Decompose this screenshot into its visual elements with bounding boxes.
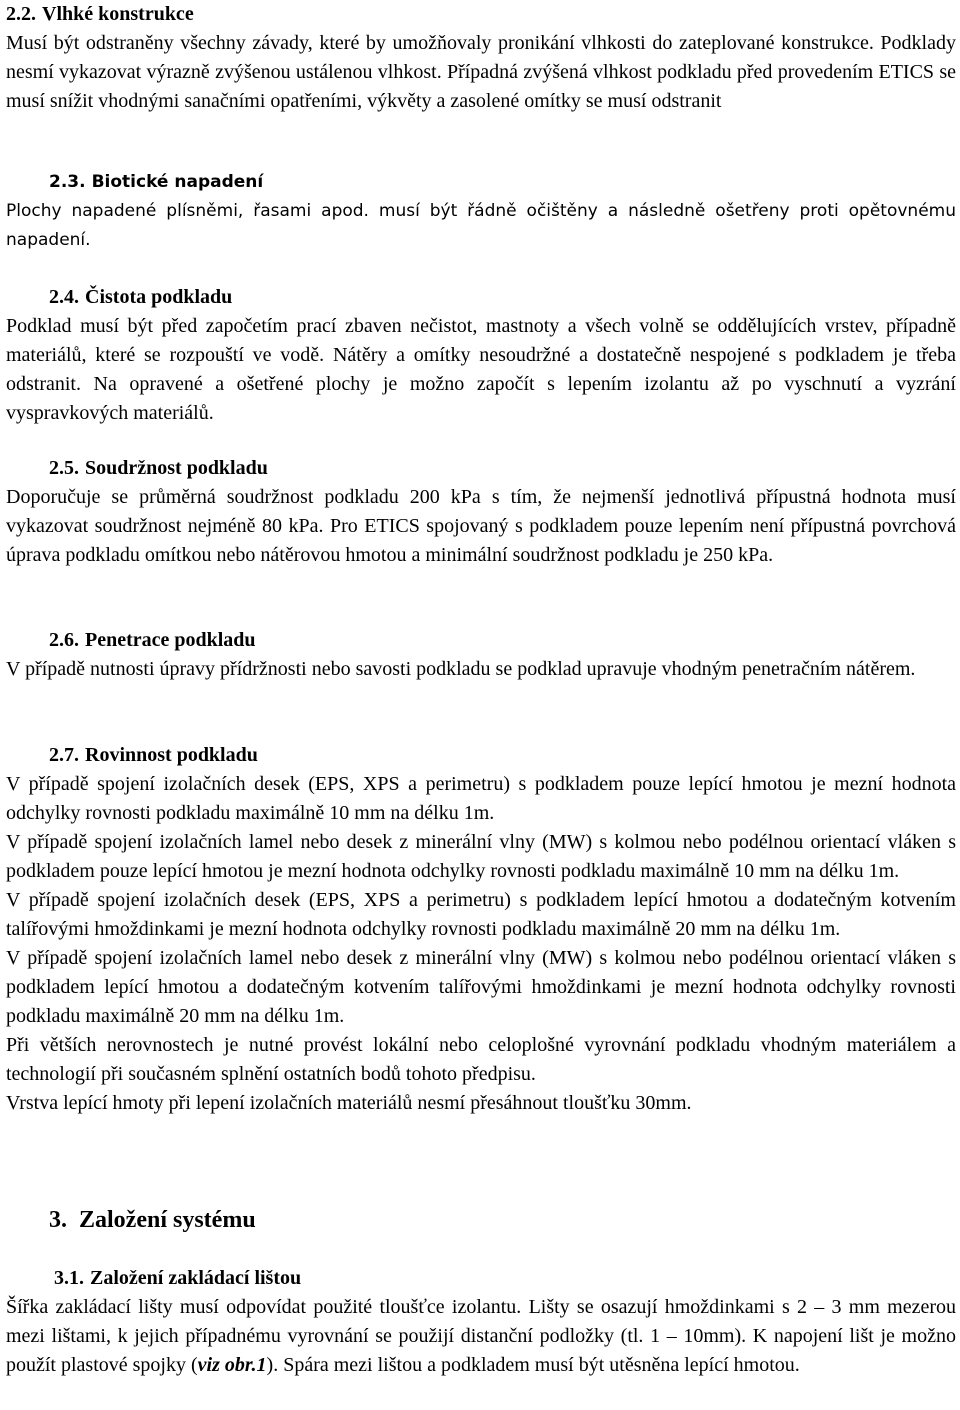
section-heading <box>6 0 956 29</box>
body-text: ). Spára mezi lištou a podkladem musí být utěsněna lepící hmotou. <box>266 1354 800 1376</box>
chapter-3 <box>6 1203 956 1237</box>
section-heading <box>6 626 956 655</box>
section-title: Čistota podkladu <box>85 286 233 308</box>
section-heading <box>6 168 956 197</box>
paragraph: V případě spojení izolačních desek (EPS, XPS a perimetru) s podkladem lepící hmotou a dodatečným kotvením talířovými hmoždinkami je mezní hodnota odchylky rovnosti podkladu maximálně 20 mm na délku 1m. <box>6 889 956 940</box>
paragraph: Při větších nerovnostech je nutné provést lokální nebo celoplošné vyrovnání podkladu vhodným materiálem a technologií při současném splnění ostatních bodů tohoto předpisu. <box>6 1034 956 1085</box>
section-title: Rovinnost podkladu <box>85 744 258 766</box>
chapter-title: Založení systému <box>79 1207 256 1233</box>
chapter-number: 3. <box>49 1207 67 1233</box>
section-title: Soudržnost podkladu <box>85 457 268 479</box>
section-body: Doporučuje se průměrná soudržnost podkladu 200 kPa s tím, že nejmenší jednotlivá přípustná hodnota musí vykazovat soudržnost nejméně 80 kPa. Pro ETICS spojovaný s podkladem pouze lepením není přípustná povrchová úprava podkladu omítkou nebo nátěrovou hmotou a minimální soudržnost podkladu je 250 kPa. <box>6 486 956 566</box>
section-number: 2.4. <box>49 286 79 308</box>
section-2-2 <box>6 0 956 116</box>
chapter-heading <box>6 1203 956 1237</box>
section-2-7 <box>6 741 956 1118</box>
section-2-5 <box>6 454 956 570</box>
section-3-1 <box>6 1264 956 1380</box>
section-2-3 <box>6 168 956 255</box>
section-number: 2.6. <box>49 629 79 651</box>
paragraph: V případě spojení izolačních lamel nebo desek z minerální vlny (MW) s kolmou nebo podélnou orientací vláken s podkladem pouze lepící hmotou je mezní hodnota odchylky rovnosti podkladu maximálně 10 mm na délku 1m. <box>6 831 956 882</box>
paragraph: V případě spojení izolačních desek (EPS, XPS a perimetru) s podkladem pouze lepící hmotou je mezní hodnota odchylky rovnosti podkladu maximálně 10 mm na délku 1m. <box>6 773 956 824</box>
section-title: Penetrace podkladu <box>85 629 256 651</box>
section-body: V případě nutnosti úpravy přídržnosti nebo savosti podkladu se podklad upravuje vhodným penetračním nátěrem. <box>6 658 916 680</box>
section-number: 2.2. <box>6 3 36 25</box>
section-body: Musí být odstraněny všechny závady, které by umožňovaly pronikání vlhkosti do zateplované konstrukce. Podklady nesmí vykazovat výrazně zvýšenou ustálenou vlhkost. Případná zvýšená vlhkost podkladu před provedením ETICS se musí snížit vhodnými sanačními opatřeními, výkvěty a zasolené omítky se musí odstranit <box>6 32 956 112</box>
section-heading <box>6 741 956 770</box>
body-text: Šířka zakládací lišty musí odpovídat použité tloušťce izolantu. Lišty se osazují hmoždinkami s 2 – 3 mm mezerou mezi lištami, k jejich případnému vyrovnání se použijí distanční podložky (tl. 1 – 10mm). K napojení lišt je možno použít plastové spojky ( <box>6 1296 956 1376</box>
section-2-4 <box>6 283 956 428</box>
paragraph: Vrstva lepící hmoty při lepení izolačních materiálů nesmí přesáhnout tloušťku 30mm. <box>6 1092 692 1114</box>
section-body: Plochy napadené plísněmi, řasami apod. musí být řádně očištěny a následně ošetřeny proti opětovnému napadení. <box>6 201 956 250</box>
section-heading <box>6 1264 956 1293</box>
section-title: Biotické napadení <box>91 172 264 192</box>
paragraph: V případě spojení izolačních lamel nebo desek z minerální vlny (MW) s kolmou nebo podélnou orientací vláken s podkladem lepící hmotou a dodatečným kotvením talířovými hmoždinkami je mezní hodnota odchylky rovnosti podkladu maximálně 20 mm na délku 1m. <box>6 947 956 1027</box>
section-number: 2.7. <box>49 744 79 766</box>
section-heading <box>6 283 956 312</box>
section-number: 3.1. <box>54 1267 84 1289</box>
section-heading <box>6 454 956 483</box>
section-number: 2.3. <box>49 172 86 192</box>
section-2-6 <box>6 626 956 684</box>
figure-reference: viz obr.1 <box>197 1354 267 1376</box>
section-title: Založení zakládací lištou <box>90 1267 302 1289</box>
section-title: Vlhké konstrukce <box>42 3 194 25</box>
section-body: Podklad musí být před započetím prací zbaven nečistot, mastnoty a všech volně se oddělujících vrstev, případně materiálů, které se rozpouští ve vodě. Nátěry a omítky nesoudržné a dostatečně nespojené s podkladem je třeba odstranit. Na opravené a ošetřené plochy je možno započít s lepením izolantu až po vyschnutí a vyzrání vyspravkových materiálů. <box>6 315 956 424</box>
section-body <box>6 1293 956 1380</box>
section-number: 2.5. <box>49 457 79 479</box>
